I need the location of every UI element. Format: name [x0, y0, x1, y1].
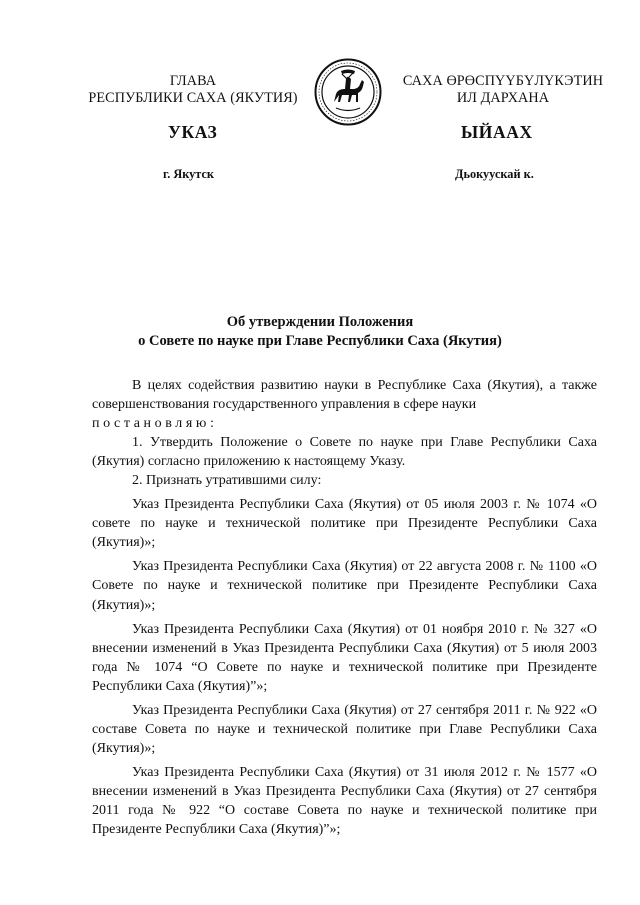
repealed-act: Указ Президента Республики Саха (Якутия) от 22 августа 2008 г. № 1100 «О Совете по науке и технической политике при Президенте Республики Саха (Якутия)»; [92, 559, 597, 613]
header-right-line: САХА ӨРӨСПҮҮБҮЛҮКЭТИН [402, 73, 604, 89]
city-sakha: Дьокуускай к. [455, 167, 534, 181]
header-left-line: РЕСПУБЛИКИ САХА (ЯКУТИЯ) [88, 90, 298, 106]
document-heading [0, 313, 640, 351]
header-right-authority [398, 73, 608, 107]
heading-line: Об утверждении Положения [226, 314, 414, 330]
item-1: 1. Утвердить Положение о Совете по науке при Главе Республики Саха (Якутия) согласно приложению к настоящему Указу. [92, 435, 597, 470]
repealed-act: Указ Президента Республики Саха (Якутия) от 01 ноября 2010 г. № 327 «О внесении изменений в Указ Президента Республики Саха (Якутия) от 5 июля 2003 года № 1074 “О Совете по науке и технической политике при Президенте Республики Саха (Якутия)”»; [92, 621, 597, 694]
document-body [92, 376, 597, 839]
intro-paragraph [92, 376, 597, 433]
header-left-authority [88, 73, 298, 107]
coat-of-arms-icon [314, 58, 382, 126]
decree-title-sakha: ЫЙААХ [461, 122, 533, 142]
repealed-act: Указ Президента Республики Саха (Якутия) от 31 июля 2012 г. № 1577 «О внесении изменений в Указ Президента Республики Саха (Якутия) от 27 сентября 2011 года № 922 “О составе Совета по науке и технической политике при Президенте Республики Саха (Якутия)”»; [92, 764, 597, 838]
heading-line: о Совете по науке при Главе Республики Саха (Якутия) [138, 333, 502, 349]
decree-title-ru: УКАЗ [168, 122, 218, 142]
header-left-line: ГЛАВА [169, 73, 217, 89]
repealed-act: Указ Президента Республики Саха (Якутия) от 05 июля 2003 г. № 1074 «О совете по науке и технической политике при Президенте Республики Саха (Якутия)»; [92, 497, 597, 551]
repealed-act: Указ Президента Республики Саха (Якутия) от 27 сентября 2011 г. № 922 «О составе Совета по науке и технической политике при Главе Республики Саха (Якутия)»; [92, 702, 597, 756]
intro-text: В целях содействия развитию науки в Республике Саха (Якутия), а также совершенствования государственного управления в сфере науки [92, 378, 597, 413]
decree-word: постановляю: [92, 416, 218, 432]
item-2: 2. Признать утратившими силу: [132, 473, 322, 489]
city-ru: г. Якутск [163, 167, 215, 181]
header-right-line: ИЛ ДАРХАНА [456, 90, 550, 106]
